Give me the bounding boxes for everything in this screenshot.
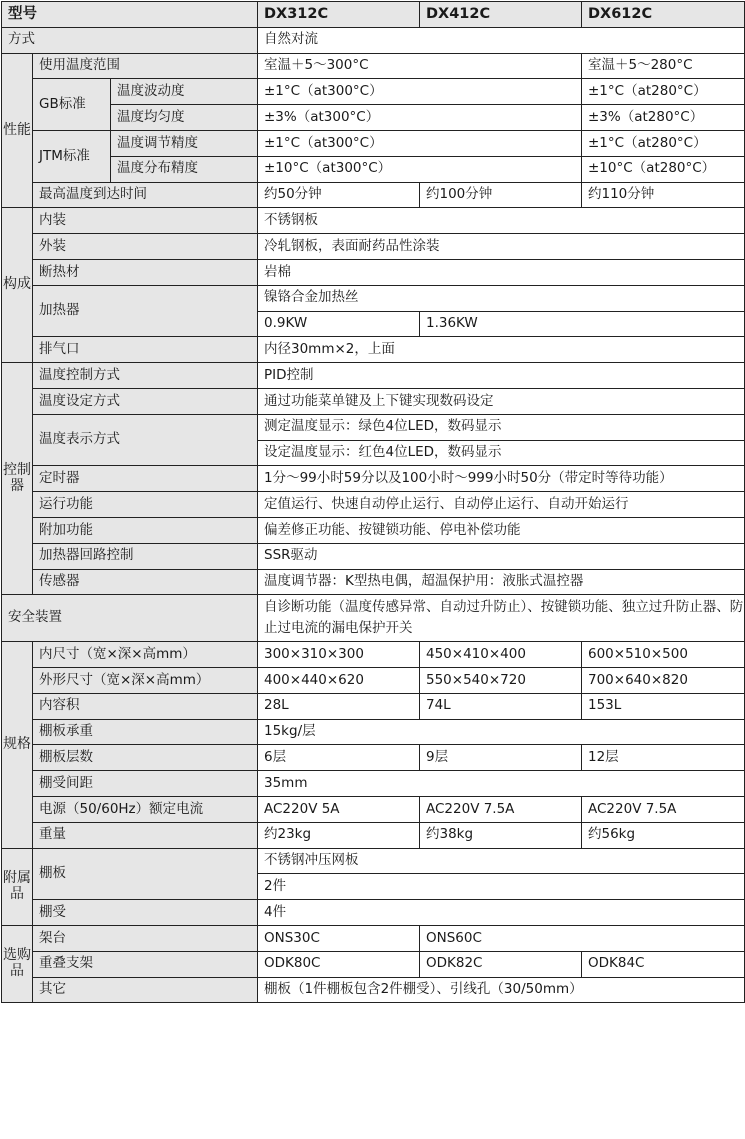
insulation-value: 岩棉 — [258, 259, 745, 285]
heater-ctrl-label: 加热器回路控制 — [33, 543, 258, 569]
weight-label: 重量 — [33, 822, 258, 848]
set-method-label: 温度设定方式 — [33, 388, 258, 414]
method-row — [2, 27, 745, 53]
shelf-load-value: 15kg/层 — [258, 719, 745, 745]
power-label: 电源（50/60Hz）额定电流 — [33, 796, 258, 822]
heater-label: 加热器 — [33, 285, 258, 337]
gb-standard-label: GB标准 — [33, 79, 111, 131]
timer-label: 定时器 — [33, 466, 258, 492]
set-method-value: 通过功能菜单键及上下键实现数码设定 — [258, 388, 745, 414]
shelf-count-1: 6层 — [258, 745, 420, 771]
weight-1: 约23kg — [258, 822, 420, 848]
run-value: 定值运行、快速自动停止运行、自动停止运行、自动开始运行 — [258, 492, 745, 518]
temp-uniform-value-1: ±3%（at300°C） — [258, 105, 582, 131]
inner-size-label: 内尺寸（宽×深×高mm） — [33, 642, 258, 668]
display-row-1 — [2, 414, 745, 440]
display-value-2: 设定温度显示：红色4位LED，数码显示 — [258, 440, 745, 466]
spec-table — [1, 1, 745, 1003]
extra-value: 偏差修正功能、按键锁功能、停电补偿功能 — [258, 517, 745, 543]
inner-size-2: 450×410×400 — [420, 642, 582, 668]
gb-fluct-row — [2, 79, 745, 105]
shelf-count-3: 12层 — [582, 745, 745, 771]
temp-range-value-1: 室温＋5～300°C — [258, 53, 582, 79]
insulation-row — [2, 259, 745, 285]
inner-label: 内装 — [33, 208, 258, 234]
model-dx312c: DX312C — [258, 2, 420, 28]
inner-size-3: 600×510×500 — [582, 642, 745, 668]
temp-range-row — [2, 53, 745, 79]
controller-category: 控制器 — [2, 363, 33, 595]
run-row — [2, 492, 745, 518]
power-1: AC220V 5A — [258, 796, 420, 822]
temp-fluct-label: 温度波动度 — [111, 79, 258, 105]
power-2: AC220V 7.5A — [420, 796, 582, 822]
outer-size-1: 400×440×620 — [258, 667, 420, 693]
opt-other-value: 棚板（1件棚板包含2件棚受）、引线孔（30/50mm） — [258, 977, 745, 1003]
sensor-row — [2, 569, 745, 595]
opt-stand-1: ONS30C — [258, 925, 420, 951]
shelf-count-row — [2, 745, 745, 771]
acc-support-value: 4件 — [258, 900, 745, 926]
volume-2: 74L — [420, 693, 582, 719]
volume-row — [2, 693, 745, 719]
temp-uniform-value-3: ±3%（at280°C） — [582, 105, 745, 131]
sensor-label: 传感器 — [33, 569, 258, 595]
temp-adjust-value-3: ±1°C（at280°C） — [582, 130, 745, 156]
power-row — [2, 796, 745, 822]
safety-value: 自诊断功能（温度传感异常、自动过升防止）、按键锁功能、独立过升防止器、防止过电流的漏电保护开关 — [258, 595, 745, 642]
jtm-distrib-row — [2, 156, 745, 182]
temp-distrib-value-1: ±10°C（at300°C） — [258, 156, 582, 182]
shelf-count-2: 9层 — [420, 745, 582, 771]
heater-power-2: 1.36KW — [420, 311, 745, 337]
opt-stack-3: ODK84C — [582, 951, 745, 977]
max-time-row — [2, 182, 745, 208]
shelf-gap-label: 棚受间距 — [33, 771, 258, 797]
exhaust-value: 内径30mm×2，上面 — [258, 337, 745, 363]
acc-shelf-value-1: 不锈钢冲压网板 — [258, 848, 745, 874]
acc-shelf-value-2: 2件 — [258, 874, 745, 900]
weight-row — [2, 822, 745, 848]
spec-category: 规格 — [2, 642, 33, 848]
acc-shelf-label: 棚板 — [33, 848, 258, 900]
opt-stand-row — [2, 925, 745, 951]
exhaust-label: 排气口 — [33, 337, 258, 363]
jtm-standard-label: JTM标准 — [33, 130, 111, 182]
timer-row — [2, 466, 745, 492]
outer-label: 外装 — [33, 234, 258, 260]
safety-row — [2, 595, 745, 642]
safety-label: 安全装置 — [2, 595, 258, 642]
volume-1: 28L — [258, 693, 420, 719]
temp-distrib-value-3: ±10°C（at280°C） — [582, 156, 745, 182]
accessories-category: 附属品 — [2, 848, 33, 925]
weight-2: 约38kg — [420, 822, 582, 848]
outer-size-2: 550×540×720 — [420, 667, 582, 693]
header-row — [2, 2, 745, 28]
weight-3: 约56kg — [582, 822, 745, 848]
model-dx412c: DX412C — [420, 2, 582, 28]
heater-row — [2, 285, 745, 311]
options-category: 选购品 — [2, 925, 33, 1002]
extra-label: 附加功能 — [33, 517, 258, 543]
temp-range-label: 使用温度范围 — [33, 53, 258, 79]
opt-stack-2: ODK82C — [420, 951, 582, 977]
exhaust-row — [2, 337, 745, 363]
opt-stand-label: 架台 — [33, 925, 258, 951]
outer-size-3: 700×640×820 — [582, 667, 745, 693]
max-time-value-3: 约110分钟 — [582, 182, 745, 208]
inner-value: 不锈钢板 — [258, 208, 745, 234]
opt-stand-2: ONS60C — [420, 925, 745, 951]
display-label: 温度表示方式 — [33, 414, 258, 466]
ctrl-method-value: PID控制 — [258, 363, 745, 389]
set-method-row — [2, 388, 745, 414]
ctrl-method-label: 温度控制方式 — [33, 363, 258, 389]
opt-other-label: 其它 — [33, 977, 258, 1003]
shelf-gap-value: 35mm — [258, 771, 745, 797]
max-time-value-1: 约50分钟 — [258, 182, 420, 208]
sensor-value: 温度调节器：K型热电偶，超温保护用：液胀式温控器 — [258, 569, 745, 595]
inner-size-1: 300×310×300 — [258, 642, 420, 668]
opt-other-row — [2, 977, 745, 1003]
outer-size-label: 外形尺寸（宽×深×高mm） — [33, 667, 258, 693]
shelf-load-row — [2, 719, 745, 745]
max-time-label: 最高温度到达时间 — [33, 182, 258, 208]
inner-size-row — [2, 642, 745, 668]
volume-label: 内容积 — [33, 693, 258, 719]
heater-power-1: 0.9KW — [258, 311, 420, 337]
shelf-gap-row — [2, 771, 745, 797]
acc-support-row — [2, 900, 745, 926]
jtm-adjust-row — [2, 130, 745, 156]
temp-uniform-label: 温度均匀度 — [111, 105, 258, 131]
gb-uniform-row — [2, 105, 745, 131]
outer-value: 冷轧钢板，表面耐药品性涂装 — [258, 234, 745, 260]
method-label: 方式 — [2, 27, 258, 53]
temp-range-value-3: 室温＋5～280°C — [582, 53, 745, 79]
model-header-label: 型号 — [2, 2, 258, 28]
insulation-label: 断热材 — [33, 259, 258, 285]
performance-category: 性能 — [2, 53, 33, 208]
ctrl-method-row — [2, 363, 745, 389]
outer-row — [2, 234, 745, 260]
model-dx612c: DX612C — [582, 2, 745, 28]
temp-adjust-label: 温度调节精度 — [111, 130, 258, 156]
run-label: 运行功能 — [33, 492, 258, 518]
temp-fluct-value-3: ±1°C（at280°C） — [582, 79, 745, 105]
method-value: 自然对流 — [258, 27, 745, 53]
display-value-1: 测定温度显示：绿色4位LED，数码显示 — [258, 414, 745, 440]
heater-ctrl-value: SSR驱动 — [258, 543, 745, 569]
temp-adjust-value-1: ±1°C（at300°C） — [258, 130, 582, 156]
acc-support-label: 棚受 — [33, 900, 258, 926]
inner-row — [2, 208, 745, 234]
timer-value: 1分～99小时59分以及100小时～999小时50分（带定时等待功能） — [258, 466, 745, 492]
opt-stack-1: ODK80C — [258, 951, 420, 977]
volume-3: 153L — [582, 693, 745, 719]
max-time-value-2: 约100分钟 — [420, 182, 582, 208]
construction-category: 构成 — [2, 208, 33, 363]
outer-size-row — [2, 667, 745, 693]
temp-fluct-value-1: ±1°C（at300°C） — [258, 79, 582, 105]
temp-distrib-label: 温度分布精度 — [111, 156, 258, 182]
opt-stack-row — [2, 951, 745, 977]
heater-ctrl-row — [2, 543, 745, 569]
power-3: AC220V 7.5A — [582, 796, 745, 822]
shelf-count-label: 棚板层数 — [33, 745, 258, 771]
heater-value: 镍铬合金加热丝 — [258, 285, 745, 311]
shelf-load-label: 棚板承重 — [33, 719, 258, 745]
opt-stack-label: 重叠支架 — [33, 951, 258, 977]
extra-row — [2, 517, 745, 543]
acc-shelf-row-1 — [2, 848, 745, 874]
